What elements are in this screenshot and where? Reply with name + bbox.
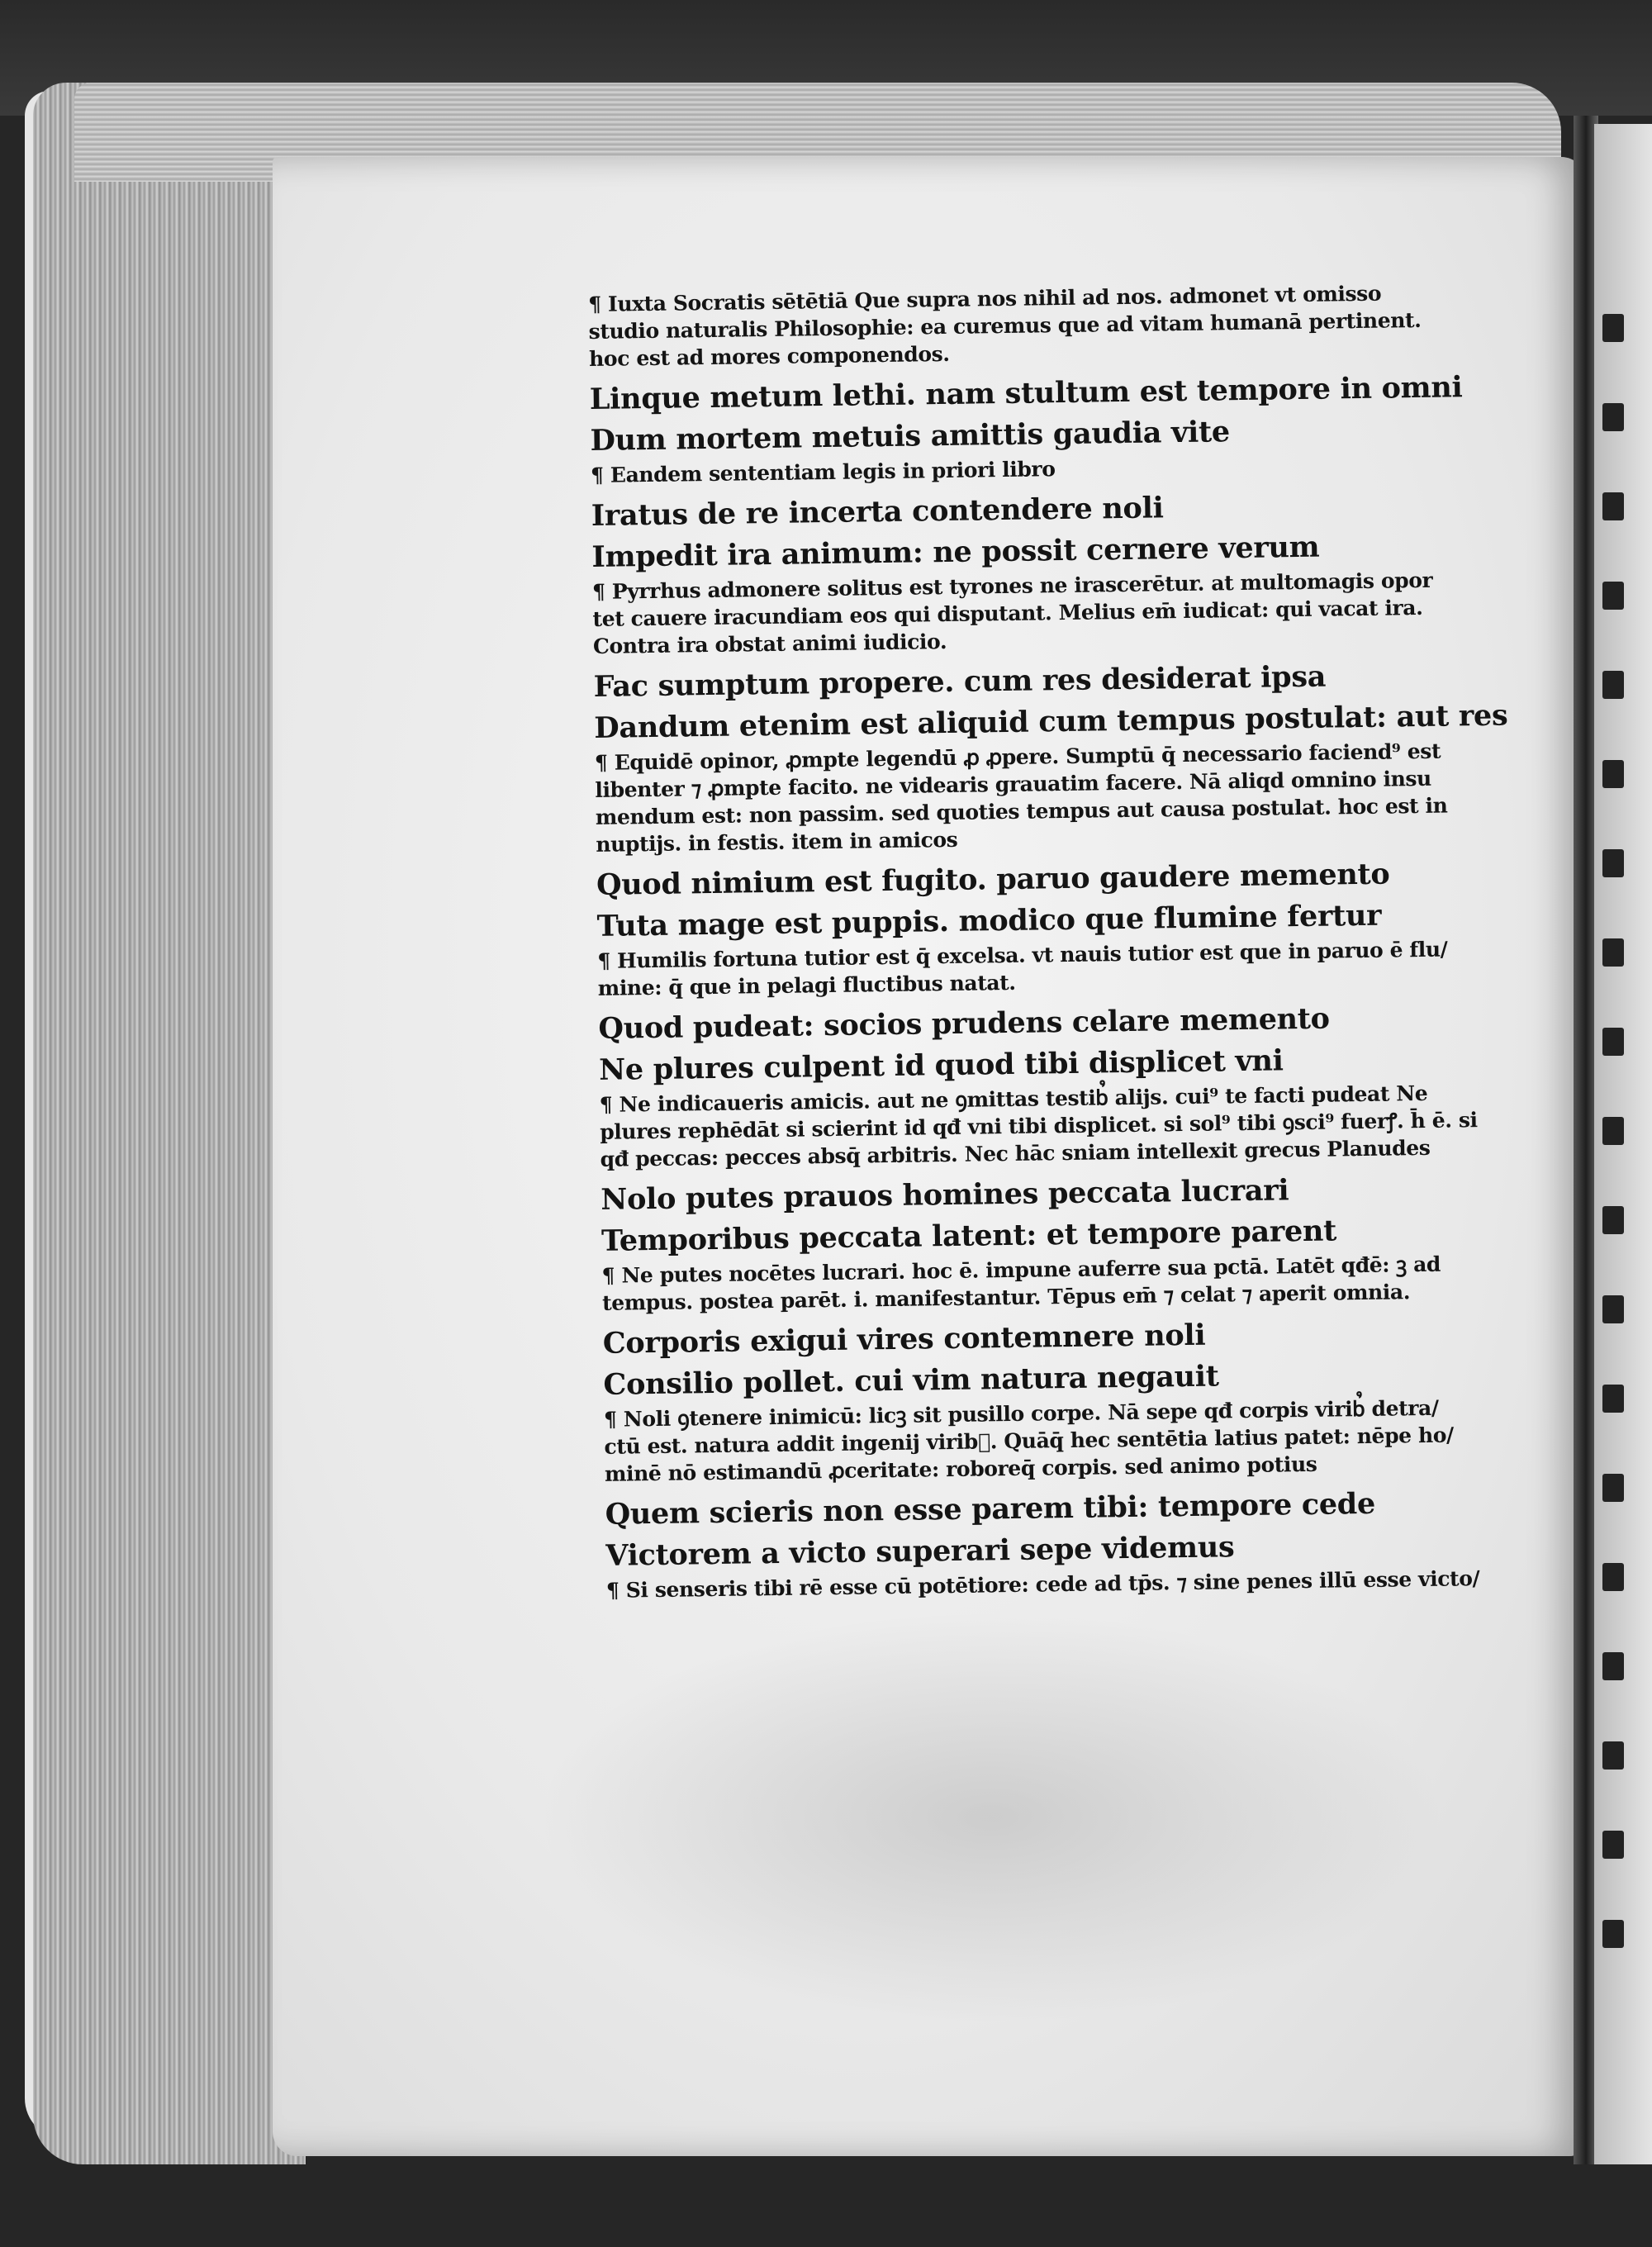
verse-section [601, 1167, 1486, 1317]
verse-line: Victorem a victo superari sepe videmus [605, 1530, 1235, 1573]
page-edges [33, 83, 306, 2164]
verse-line: Nolo putes prauos homines peccata lucrari [601, 1173, 1289, 1217]
verse-section [596, 853, 1482, 1002]
verse-line: Tuta mage est puppis. modico que flumine fertur [596, 898, 1382, 943]
verse-line: Quem scieris non esse parem tibi: tempore cede [605, 1486, 1376, 1532]
commentary-line: minē nō estimandū ꝓceritate: roboreq̄ corpis. sed animo potius [604, 1451, 1317, 1486]
verse-line: Dandum etenim est aliquid cum tempus postulat: aut res [594, 698, 1508, 745]
commentary-line: nuptijs. in festis. item in amicos [596, 827, 958, 857]
verse-section [602, 1311, 1488, 1488]
verse-section [598, 996, 1484, 1173]
verse-line: Temporibus peccata latent: et tempore parent [601, 1214, 1337, 1258]
commentary-line: ¶ Iuxta Socratis sētētiā Que supra nos nihil ad nos. admonet vt omisso [588, 281, 1382, 316]
commentary-line: ¶ Equidē opinor, ꝓmpte legendū ꝓ ꝓpere. Sumptū q̄ necessario faciend⁹ est [594, 739, 1441, 775]
verse-section [593, 654, 1508, 858]
verse-line: Linque metum lethi. nam stultum est tempore in omni [589, 370, 1463, 416]
verse-line: Ne plures culpent id quod tibi displicet vni [598, 1043, 1284, 1087]
commentary-line: ctū est. natura addit ingenij virib᷒. Quāq̄ hec sentētia latius patet: nēpe ho/ [604, 1423, 1454, 1459]
verse-line: Quod pudeat: socios prudens celare memento [598, 1001, 1330, 1046]
commentary-line: ¶ Eandem sententiam legis in priori libro [590, 457, 1056, 487]
water-stain [537, 1611, 1446, 2024]
verse-line: Dum mortem metuis amittis gaudia vite [590, 415, 1231, 458]
commentary-line: studio naturalis Philosophie: ea curemus que ad vitam humanā pertinent. [588, 307, 1422, 344]
verse-line: Impedit ira animum: ne possit cernere verum [591, 530, 1320, 574]
commentary-line: Contra ira obstat animi iudicio. [592, 629, 947, 658]
verse-section [605, 1482, 1490, 1604]
verse-line: Consilio pollet. cui vim natura negauit [603, 1359, 1219, 1402]
verse-line: Fac sumptum propere. cum res desiderat ipsa [593, 659, 1327, 704]
verse-section [589, 367, 1474, 489]
commentary-line: qđ peccas: pecces absq̄ arbitris. Nec hāc sniam intellexit grecus Planudes [600, 1135, 1431, 1171]
commentary-line: tempus. postea parēt. i. manifestantur. Tēpus em̄ ⁊ celat ⁊ aperit omnia. [601, 1280, 1411, 1315]
facing-page-initials [1602, 314, 1652, 2049]
verse-line: Corporis exigui vires contemnere noli [602, 1318, 1206, 1361]
commentary-line: hoc est ad mores componendos. [588, 341, 950, 371]
text-block [588, 278, 1508, 1611]
verse-line: Quod nimium est fugito. paruo gaudere memento [596, 857, 1390, 902]
commentary-line: ¶ Ne putes nocētes lucrari. hoc ē. impune auferre sua pctā. Latēt qđē: ꝫ ad [601, 1252, 1441, 1288]
commentary-line: ¶ Humilis fortuna tutior est q̄ excelsa. vt nauis tutior est que in paruo ē flu/ [597, 937, 1448, 973]
commentary-line: ¶ Si senseris tibi rē esse cū potētiore: cede ad tp̄s. ⁊ sine penes illū esse victo/ [605, 1566, 1480, 1603]
commentary-line: ¶ Ne indicaueris amicis. aut ne ꝯmittas testib᷒ alijs. cui⁹ te facti pudeat Ne [599, 1081, 1428, 1117]
commentary-line: tet cauere iracundiam eos qui disputant. Melius em̄ iudicat: qui vacat ira. [592, 595, 1423, 631]
commentary-line: libenter ⁊ ꝓmpte facito. ne videaris grauatim facere. Nā aliqd omnino insu [595, 766, 1432, 802]
commentary-line: ¶ Noli ꝯtenere inimicū: licꝫ sit pusillo corpe. Nā sepe qđ corpis virib᷒ detra/ [603, 1395, 1439, 1432]
verse-line: Iratus de re incerta contendere noli [591, 491, 1164, 533]
commentary-line: mendum est: non passim. sed quoties tempus aut causa postulat. hoc est in [595, 793, 1448, 829]
commentary-line: ¶ Pyrrhus admonere solitus est tyrones ne irascerētur. at multomagis opor [591, 568, 1433, 604]
verse-section [591, 483, 1477, 660]
commentary-line: plures rephēdāt si scierint id qđ vni tibi displicet. si sol⁹ tibi ꝯsci⁹ fuerꝭ. h̄ ē. si [600, 1108, 1478, 1144]
commentary-line: mine: q̄ que in pelagi fluctibus natat. [597, 970, 1016, 1000]
verse-section [588, 278, 1473, 373]
